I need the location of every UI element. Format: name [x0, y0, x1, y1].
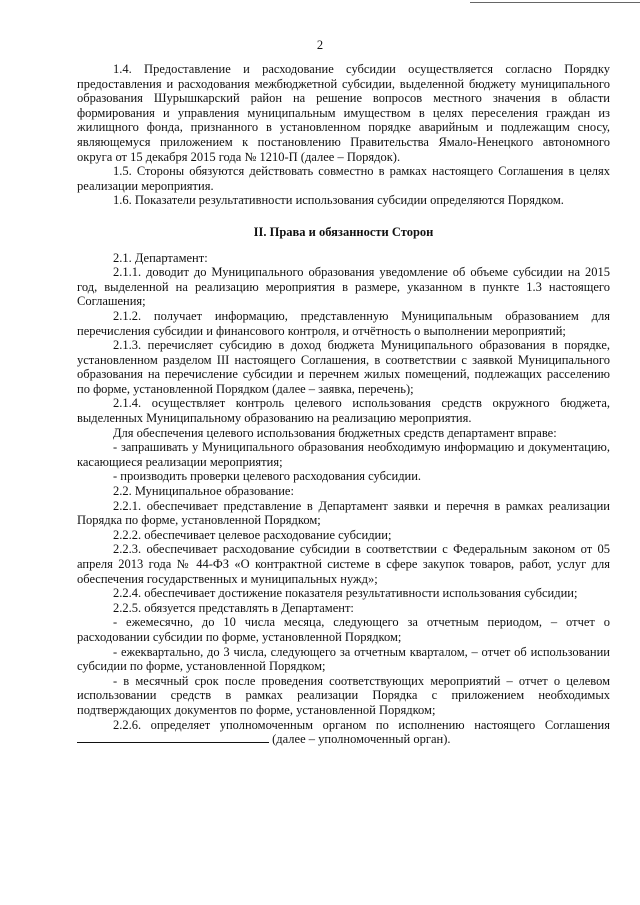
clause-2-2-6-end: (далее – уполномоченный орган). — [272, 732, 451, 747]
clause-2-2-3: 2.2.3. обеспечивает расходование субсидии в соответствии с Федеральным законом от 05 апреля 2013 года № 44-ФЗ «О контрактной системе в сфере закупок товаров, работ, услуг для обеспечения государственных и муниципальных нужд»; — [77, 542, 610, 586]
clause-2-2-6 — [77, 718, 610, 747]
clause-2-1-1: 2.1.1. доводит до Муниципального образования уведомление об объеме субсидии на 2015 год, выделенной на реализацию мероприятия в размере, указанном в пункте 1.3 настоящего Соглашения; — [77, 265, 610, 309]
page-number: 2 — [316, 38, 324, 52]
document-body — [77, 62, 610, 747]
clause-1-5: 1.5. Стороны обязуются действовать совместно в рамках настоящего Соглашения в целях реализации мероприятия. — [77, 164, 610, 193]
right-request-info: - запрашивать у Муниципального образования необходимую информацию и документацию, касающиеся реализации мероприятия; — [77, 440, 610, 469]
clause-2-2-1: 2.2.1. обеспечивает представление в Департамент заявки и перечня в рамках реализации Порядка по форме, установленной Порядком; — [77, 498, 610, 528]
clause-2-2-6-start: 2.2.6. определяет уполномоченным органом по исполнению настоящего Соглашения — [113, 717, 610, 732]
clause-1-4: 1.4. Предоставление и расходование субсидии осуществляется согласно Порядку предоставления и расходования межбюджетной субсидии, выделенной бюджету муниципального образования Шурышкарский район на решение вопросов местного значения в области формирования и управления муниципальным имуществом в целях переселения граждан из жилищного фонда, признанного в установленном порядке аварийным и подлежащим сносу, являющемуся приложением к постановлению Правительства Ямало-Ненецкого автономного округа от 15 декабря 2015 года № 1210-П (далее – Порядок). — [77, 62, 610, 164]
blank-fill-line — [77, 732, 269, 743]
clause-1-6: 1.6. Показатели результативности использования субсидии определяются Порядком. — [113, 193, 564, 208]
clause-2-2-2: 2.2.2. обеспечивает целевое расходование субсидии; — [113, 527, 392, 542]
clause-2-1: 2.1. Департамент: — [113, 250, 208, 265]
clause-2-2: 2.2. Муниципальное образование: — [113, 484, 294, 499]
clause-2-1-4: 2.1.4. осуществляет контроль целевого использования средств окружного бюджета, выделенных Муниципальному образованию на реализацию мероприятия. — [77, 396, 610, 426]
right-checks: - производить проверки целевого расходования субсидии. — [113, 469, 422, 484]
report-quarterly: - ежеквартально, до 3 числа, следующего за отчетным кварталом, – отчет об использовании субсидии по форме, установленной Порядком; — [77, 644, 610, 674]
report-monthly: - ежемесячно, до 10 числа месяца, следующего за отчетным периодом, – отчет о расходовании субсидии по форме, установленной Порядком; — [77, 615, 610, 644]
report-after-event: - в месячный срок после проведения соответствующих мероприятий – отчет о целевом использовании средств в рамках реализации Порядка с приложением необходимых подтверждающих документов по форме, установленной Порядком; — [77, 673, 610, 717]
clause-2-2-5: 2.2.5. обязуется представлять в Департамент: — [113, 600, 354, 615]
top-edge-line — [470, 2, 640, 3]
rights-intro: Для обеспечения целевого использования бюджетных средств департамент вправе: — [113, 425, 557, 440]
clause-2-2-4: 2.2.4. обеспечивает достижение показателя результативности использования субсидии; — [113, 586, 578, 601]
clause-2-1-2: 2.1.2. получает информацию, представленную Муниципальным образованием для перечисления субсидии и финансового контроля, и отчётность о выполнении мероприятий; — [77, 308, 610, 338]
section-2-heading: II. Права и обязанности Сторон — [253, 224, 434, 239]
clause-2-1-3: 2.1.3. перечисляет субсидию в доход бюджета Муниципального образования в порядке, установленном разделом III настоящего Соглашения, в соответствии с заявкой Муниципального образования на перечисление субсидии и перечнем жилых помещений, подлежащих расселению по форме, установленной Порядком (далее – заявка, перечень); — [77, 338, 610, 396]
